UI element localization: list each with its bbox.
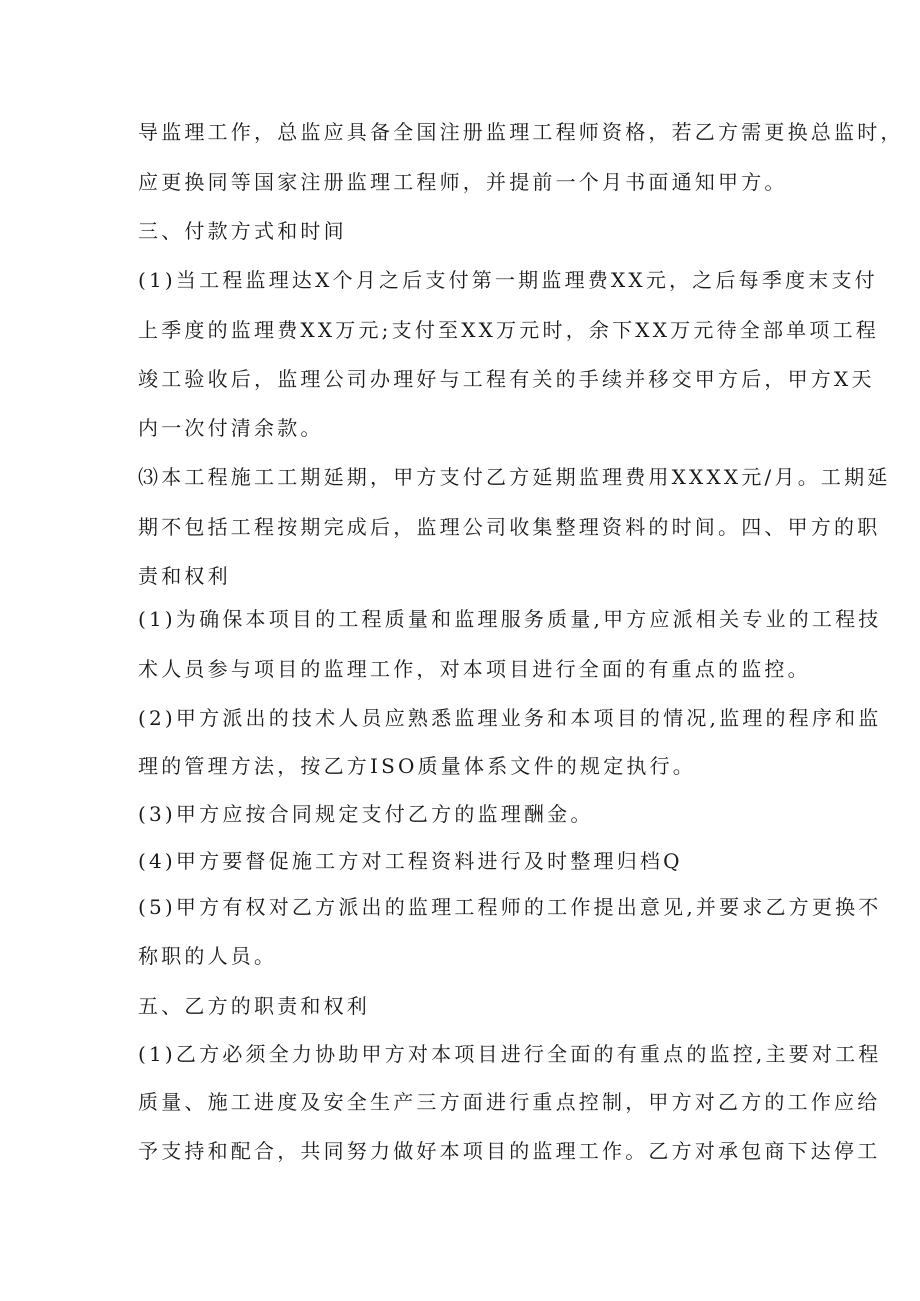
text-line-7: 内一次付清余款。 [138, 416, 324, 440]
text-line-20: (1)乙方必须全力协助甲方对本项目进行全面的有重点的监控,主要对工程 [138, 1042, 882, 1066]
text-line-6: 竣工验收后，监理公司办理好与工程有关的手续并移交甲方后，甲方X天 [138, 367, 875, 391]
text-line-8: ⑶本工程施工工期延期，甲方支付乙方延期监理费用XXXX元/月。工期延 [138, 465, 891, 489]
text-line-21: 质量、施工进度及安全生产三方面进行重点控制，甲方对乙方的工作应给 [138, 1090, 881, 1114]
text-line-5: 上季度的监理费XX万元;支付至XX万元时，余下XX万元待全部单项工程 [138, 318, 879, 342]
text-line-22: 予支持和配合，共同努力做好本项目的监理工作。乙方对承包商下达停工 [138, 1139, 881, 1163]
text-line-13: (2)甲方派出的技术人员应熟悉监理业务和本项目的情况,监理的程序和监 [138, 706, 882, 730]
text-line-15: (3)甲方应按合同规定支付乙方的监理酬金。 [138, 802, 594, 826]
text-line-1: 导监理工作，总监应具备全国注册监理工程师资格，若乙方需更换总监时， [138, 120, 904, 144]
text-line-16: (4)甲方要督促施工方对工程资料进行及时整理归档Q [138, 849, 683, 873]
text-line-9: 期不包括工程按期完成后，监理公司收集整理资料的时间。四、甲方的职 [138, 515, 881, 539]
text-line-17: (5)甲方有权对乙方派出的监理工程师的工作提出意见,并要求乙方更换不 [138, 895, 882, 919]
text-line-11: (1)为确保本项目的工程质量和监理服务质量,甲方应派相关专业的工程技 [138, 607, 882, 631]
text-line-18: 称职的人员。 [138, 944, 278, 968]
text-line-12: 术人员参与项目的监理工作，对本项目进行全面的有重点的监控。 [138, 657, 811, 681]
text-line-2: 应更换同等国家注册监理工程师，并提前一个月书面通知甲方。 [138, 170, 788, 194]
text-line-14: 理的管理方法，按乙方ISO质量体系文件的规定执行。 [138, 754, 696, 778]
section-heading-payment: 三、付款方式和时间 [138, 219, 347, 243]
text-line-10: 责和权利 [138, 564, 231, 588]
text-line-4: (1)当工程监理达X个月之后支付第一期监理费XX元，之后每季度末支付 [138, 268, 878, 292]
section-heading-party-b: 五、乙方的职责和权利 [138, 994, 370, 1018]
